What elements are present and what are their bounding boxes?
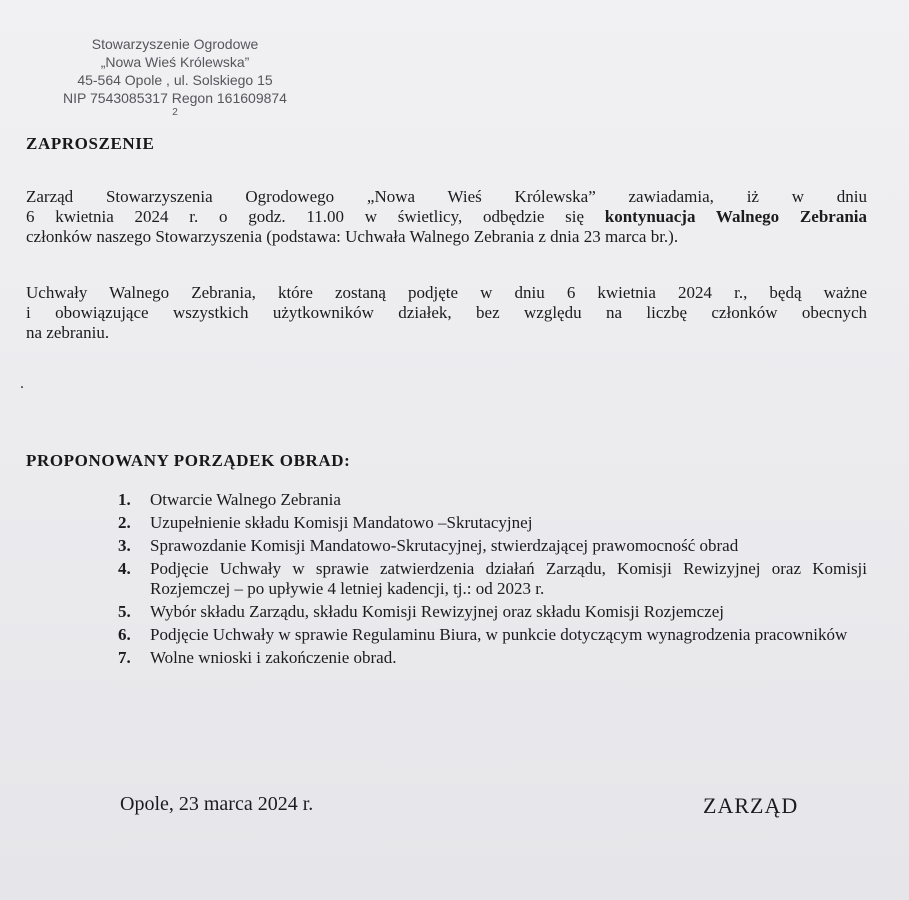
agenda-list [108, 490, 867, 671]
paragraph-line: na zebraniu. [26, 323, 110, 342]
paragraph-line: Zarząd Stowarzyszenia Ogrodowego „Nowa Wieś Królewska” zawiadamia, iż w dniu [26, 187, 867, 206]
agenda-item [108, 490, 867, 510]
agenda-item-text: Sprawozdanie Komisji Mandatowo-Skrutacyjnej, stwierdzającej prawomocność obrad [150, 536, 739, 555]
agenda-item-text: Otwarcie Walnego Zebrania [150, 490, 341, 509]
stamp-address: 45-564 Opole , ul. Solskiego 15 [77, 72, 273, 88]
place-and-date: Opole, 23 marca 2024 r. [120, 793, 314, 815]
agenda-item-number: 6. [118, 625, 131, 644]
meeting-continuation-emphasis: kontynuacja Walnego Zebrania [604, 207, 867, 226]
stamp-number: 2 [172, 107, 178, 118]
stray-dot: . [20, 375, 24, 392]
agenda-item [108, 625, 867, 645]
agenda-item [108, 602, 867, 622]
agenda-item-number: 5. [118, 602, 131, 621]
association-stamp [40, 35, 310, 118]
agenda-item-number: 1. [118, 490, 131, 509]
paragraph-line: członków naszego Stowarzyszenia (podstawa: Uchwała Walnego Zebrania z dnia 23 marca br.). [26, 227, 679, 246]
agenda-item-text: Uzupełnienie składu Komisji Mandatowo –Skrutacyjnej [150, 513, 533, 532]
stamp-name: Stowarzyszenie Ogrodowe [91, 36, 259, 52]
agenda-item-text: Wybór składu Zarządu, składu Komisji Rewizyjnej oraz składu Komisji Rozjemczej [150, 602, 724, 621]
document-title: ZAPROSZENIE [26, 134, 155, 153]
agenda-item [108, 513, 867, 533]
resolutions-paragraph [26, 283, 867, 343]
agenda-item-number: 2. [118, 513, 131, 532]
paragraph-line [26, 207, 867, 227]
agenda-item-number: 7. [118, 648, 131, 667]
stamp-garden-name: „Nowa Wieś Królewska” [100, 54, 250, 70]
agenda-item [108, 536, 867, 556]
agenda-item-text: Podjęcie Uchwały w sprawie Regulaminu Biura, w punkcie dotyczącym wynagrodzenia pracowników [150, 625, 848, 644]
agenda-item-number: 4. [118, 559, 131, 578]
agenda-item [108, 559, 867, 599]
paragraph-line: Uchwały Walnego Zebrania, które zostaną podjęte w dniu 6 kwietnia 2024 r., będą ważne [26, 283, 867, 302]
paragraph-line: i obowiązujące wszystkich użytkowników działek, bez względu na liczbę członków obecnych [26, 303, 867, 322]
invitation-paragraph [26, 187, 867, 247]
stamp-tax-ids: NIP 7543085317 Regon 161609874 [63, 90, 287, 106]
meeting-date-text: 6 kwietnia 2024 r. o godz. 11.00 w świetlicy, odbędzie się [26, 207, 605, 226]
agenda-item-number: 3. [118, 536, 131, 555]
agenda-item-text: Podjęcie Uchwały w sprawie zatwierdzenia działań Zarządu, Komisji Rewizyjnej oraz Komisji Rozjemczej – po upływie 4 letniej kadencji, tj.: od 2023 r. [150, 559, 867, 598]
agenda-title: PROPONOWANY PORZĄDEK OBRAD: [26, 451, 351, 470]
agenda-item-text: Wolne wnioski i zakończenie obrad. [150, 648, 397, 667]
agenda-item [108, 648, 867, 668]
signature-board: ZARZĄD [703, 793, 799, 818]
